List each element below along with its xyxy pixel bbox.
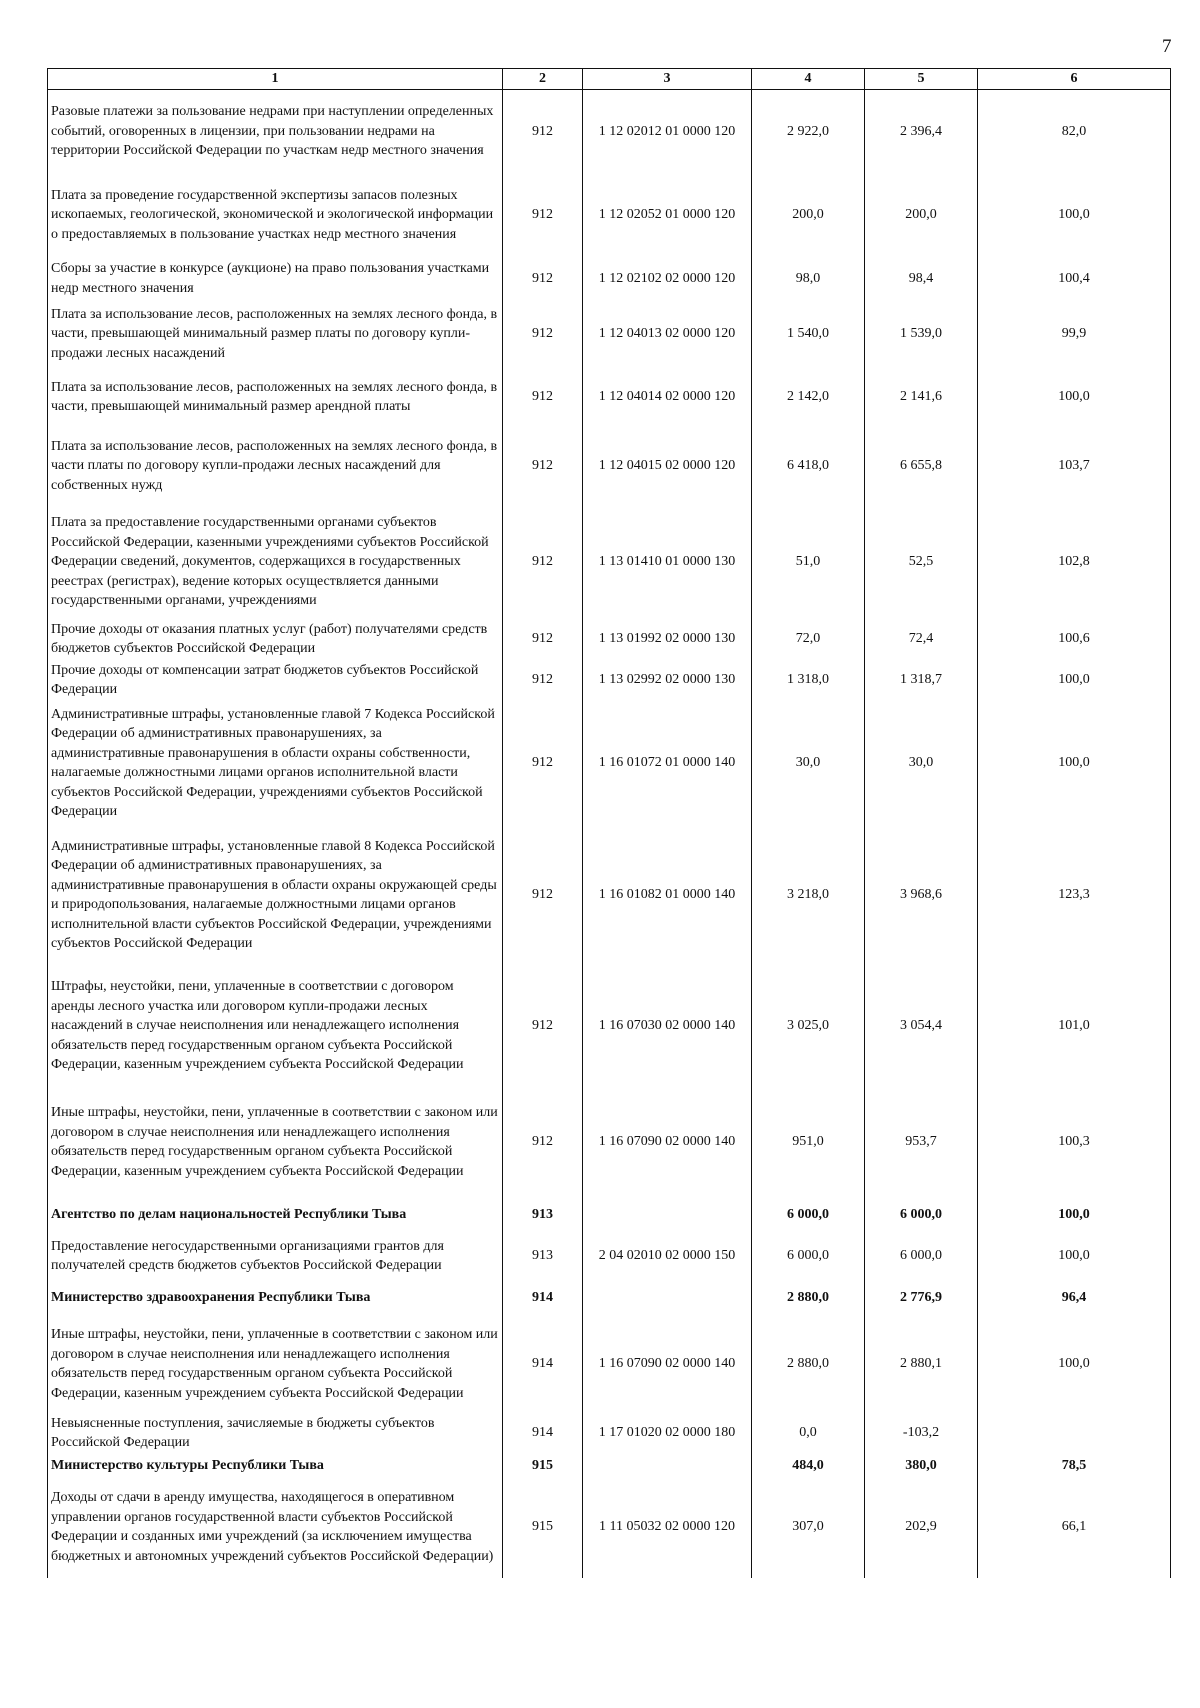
column-header: 6 <box>978 69 1171 90</box>
row-name: Доходы от сдачи в аренду имущества, находящегося в оперативном управлении органов государственной власти субъектов Российской Федерации и созданных ими учреждений (за исключением имущества бюджетных и автономных учреждений субъектов Российской Федерации) <box>48 1476 503 1578</box>
fact-value: 30,0 <box>865 700 978 826</box>
admin-code: 913 <box>503 1196 583 1234</box>
admin-code: 912 <box>503 89 583 173</box>
plan-value: 2 880,0 <box>752 1318 865 1410</box>
percent-value: 78,5 <box>978 1456 1171 1476</box>
fact-value: 98,4 <box>865 257 978 300</box>
admin-code: 912 <box>503 257 583 300</box>
budget-code: 1 17 01020 02 0000 180 <box>583 1410 752 1456</box>
row-name: Иные штрафы, неустойки, пени, уплаченные в соответствии с законом или договором в случае неисполнения или ненадлежащего исполнения обязательств перед государственным органом субъекта Российской Федерации, казенным учреждением субъекта Российской Федерации <box>48 1088 503 1196</box>
admin-code: 912 <box>503 426 583 506</box>
budget-code: 1 16 01072 01 0000 140 <box>583 700 752 826</box>
column-header: 4 <box>752 69 865 90</box>
percent-value: 100,0 <box>978 1318 1171 1410</box>
fact-value: 6 655,8 <box>865 426 978 506</box>
row-name: Плата за использование лесов, расположенных на землях лесного фонда, в части платы по договору купли-продажи лесных насаждений для собственных нужд <box>48 426 503 506</box>
budget-code: 1 12 02052 01 0000 120 <box>583 173 752 257</box>
row-name: Прочие доходы от компенсации затрат бюджетов субъектов Российской Федерации <box>48 660 503 700</box>
table-row <box>48 1088 1171 1196</box>
table-row <box>48 89 1171 173</box>
plan-value: 6 000,0 <box>752 1196 865 1234</box>
fact-value: 52,5 <box>865 506 978 618</box>
budget-code: 1 12 04013 02 0000 120 <box>583 300 752 368</box>
admin-code: 915 <box>503 1476 583 1578</box>
plan-value: 1 540,0 <box>752 300 865 368</box>
table-row <box>48 426 1171 506</box>
plan-value: 6 000,0 <box>752 1234 865 1278</box>
fact-value: 2 141,6 <box>865 368 978 426</box>
plan-value: 30,0 <box>752 700 865 826</box>
admin-code: 912 <box>503 368 583 426</box>
row-name: Плата за использование лесов, расположенных на землях лесного фонда, в части, превышающей минимальный размер платы по договору купли-продажи лесных насаждений <box>48 300 503 368</box>
plan-value: 98,0 <box>752 257 865 300</box>
budget-code: 1 16 01082 01 0000 140 <box>583 826 752 964</box>
row-name: Агентство по делам национальностей Республики Тыва <box>48 1196 503 1234</box>
column-header: 1 <box>48 69 503 90</box>
table-row <box>48 173 1171 257</box>
percent-value: 100,0 <box>978 660 1171 700</box>
table-row <box>48 368 1171 426</box>
row-name: Невыясненные поступления, зачисляемые в бюджеты субъектов Российской Федерации <box>48 1410 503 1456</box>
percent-value: 100,0 <box>978 1196 1171 1234</box>
admin-code: 915 <box>503 1456 583 1476</box>
table-row <box>48 257 1171 300</box>
table-body <box>48 89 1171 1578</box>
percent-value: 100,3 <box>978 1088 1171 1196</box>
fact-value: 3 054,4 <box>865 964 978 1088</box>
admin-code: 912 <box>503 660 583 700</box>
admin-code: 913 <box>503 1234 583 1278</box>
admin-code: 912 <box>503 506 583 618</box>
row-name: Плата за проведение государственной экспертизы запасов полезных ископаемых, геологической, экономической и экологической информации о предоставляемых в пользование участках недр местного значения <box>48 173 503 257</box>
section-header-row <box>48 1456 1171 1476</box>
admin-code: 914 <box>503 1278 583 1318</box>
section-header-row <box>48 1196 1171 1234</box>
plan-value: 1 318,0 <box>752 660 865 700</box>
plan-value: 6 418,0 <box>752 426 865 506</box>
fact-value: 2 396,4 <box>865 89 978 173</box>
row-name: Иные штрафы, неустойки, пени, уплаченные в соответствии с законом или договором в случае неисполнения или ненадлежащего исполнения обязательств перед государственным органом субъекта Российской Федерации, казенным учреждением субъекта Российской Федерации <box>48 1318 503 1410</box>
admin-code: 912 <box>503 618 583 660</box>
fact-value: 3 968,6 <box>865 826 978 964</box>
row-name: Министерство культуры Республики Тыва <box>48 1456 503 1476</box>
revenue-table <box>47 68 1171 1578</box>
section-header-row <box>48 1278 1171 1318</box>
budget-code: 1 11 05032 02 0000 120 <box>583 1476 752 1578</box>
percent-value <box>978 1410 1171 1456</box>
percent-value: 66,1 <box>978 1476 1171 1578</box>
percent-value: 100,0 <box>978 700 1171 826</box>
column-header: 5 <box>865 69 978 90</box>
percent-value: 123,3 <box>978 826 1171 964</box>
budget-code <box>583 1278 752 1318</box>
table-row <box>48 1410 1171 1456</box>
percent-value: 82,0 <box>978 89 1171 173</box>
percent-value: 100,4 <box>978 257 1171 300</box>
plan-value: 200,0 <box>752 173 865 257</box>
fact-value: 202,9 <box>865 1476 978 1578</box>
fact-value: 2 776,9 <box>865 1278 978 1318</box>
plan-value: 3 025,0 <box>752 964 865 1088</box>
plan-value: 2 880,0 <box>752 1278 865 1318</box>
budget-code: 1 12 02012 01 0000 120 <box>583 89 752 173</box>
table-row <box>48 300 1171 368</box>
admin-code: 912 <box>503 964 583 1088</box>
column-header: 3 <box>583 69 752 90</box>
fact-value: 1 539,0 <box>865 300 978 368</box>
table-row <box>48 1234 1171 1278</box>
budget-code: 1 13 01992 02 0000 130 <box>583 618 752 660</box>
admin-code: 912 <box>503 700 583 826</box>
page-number: 7 <box>1162 36 1172 57</box>
plan-value: 307,0 <box>752 1476 865 1578</box>
budget-code: 1 16 07090 02 0000 140 <box>583 1318 752 1410</box>
percent-value: 100,0 <box>978 368 1171 426</box>
budget-code <box>583 1456 752 1476</box>
table-row <box>48 1318 1171 1410</box>
budget-code: 1 12 04014 02 0000 120 <box>583 368 752 426</box>
fact-value: 6 000,0 <box>865 1196 978 1234</box>
column-header: 2 <box>503 69 583 90</box>
budget-code: 1 16 07030 02 0000 140 <box>583 964 752 1088</box>
fact-value: 72,4 <box>865 618 978 660</box>
plan-value: 72,0 <box>752 618 865 660</box>
percent-value: 103,7 <box>978 426 1171 506</box>
admin-code: 912 <box>503 173 583 257</box>
row-name: Плата за предоставление государственными органами субъектов Российской Федерации, казенными учреждениями субъектов Российской Федерации сведений, документов, содержащихся в государственных реестрах (регистрах), ведение которых осуществляется данными государственными органами, учреждениями <box>48 506 503 618</box>
admin-code: 912 <box>503 826 583 964</box>
table-row <box>48 826 1171 964</box>
row-name: Министерство здравоохранения Республики Тыва <box>48 1278 503 1318</box>
admin-code: 914 <box>503 1318 583 1410</box>
plan-value: 0,0 <box>752 1410 865 1456</box>
table-row <box>48 964 1171 1088</box>
percent-value: 100,0 <box>978 1234 1171 1278</box>
fact-value: 1 318,7 <box>865 660 978 700</box>
column-number-header <box>48 69 1171 90</box>
row-name: Плата за использование лесов, расположенных на землях лесного фонда, в части, превышающей минимальный размер арендной платы <box>48 368 503 426</box>
budget-code: 1 13 02992 02 0000 130 <box>583 660 752 700</box>
fact-value: 200,0 <box>865 173 978 257</box>
plan-value: 3 218,0 <box>752 826 865 964</box>
row-name: Разовые платежи за пользование недрами при наступлении определенных событий, оговоренных в лицензии, при пользовании недрами на территории Российской Федерации по участкам недр местного значения <box>48 89 503 173</box>
fact-value: 2 880,1 <box>865 1318 978 1410</box>
admin-code: 912 <box>503 300 583 368</box>
admin-code: 912 <box>503 1088 583 1196</box>
fact-value: 6 000,0 <box>865 1234 978 1278</box>
row-name: Предоставление негосударственными организациями грантов для получателей средств бюджетов субъектов Российской Федерации <box>48 1234 503 1278</box>
row-name: Прочие доходы от оказания платных услуг (работ) получателями средств бюджетов субъектов Российской Федерации <box>48 618 503 660</box>
percent-value: 102,8 <box>978 506 1171 618</box>
row-name: Административные штрафы, установленные главой 7 Кодекса Российской Федерации об административных правонарушениях, за административные правонарушения в области охраны собственности, налагаемые должностными лицами органов исполнительной власти субъектов Российской Федерации, учреждениями субъектов Российской Федерации <box>48 700 503 826</box>
percent-value: 100,0 <box>978 173 1171 257</box>
plan-value: 484,0 <box>752 1456 865 1476</box>
budget-code <box>583 1196 752 1234</box>
plan-value: 2 922,0 <box>752 89 865 173</box>
budget-code: 2 04 02010 02 0000 150 <box>583 1234 752 1278</box>
percent-value: 100,6 <box>978 618 1171 660</box>
fact-value: 380,0 <box>865 1456 978 1476</box>
table-row <box>48 506 1171 618</box>
budget-code: 1 12 02102 02 0000 120 <box>583 257 752 300</box>
budget-code: 1 12 04015 02 0000 120 <box>583 426 752 506</box>
plan-value: 951,0 <box>752 1088 865 1196</box>
row-name: Штрафы, неустойки, пени, уплаченные в соответствии с договором аренды лесного участка или договором купли-продажи лесных насаждений в случае неисполнения или ненадлежащего исполнения обязательств перед государственным органом субъекта Российской Федерации, казенным учреждением субъекта Российской Федерации <box>48 964 503 1088</box>
fact-value: -103,2 <box>865 1410 978 1456</box>
plan-value: 51,0 <box>752 506 865 618</box>
budget-code: 1 16 07090 02 0000 140 <box>583 1088 752 1196</box>
table-row <box>48 660 1171 700</box>
percent-value: 96,4 <box>978 1278 1171 1318</box>
percent-value: 101,0 <box>978 964 1171 1088</box>
plan-value: 2 142,0 <box>752 368 865 426</box>
table-row <box>48 1476 1171 1578</box>
row-name: Административные штрафы, установленные главой 8 Кодекса Российской Федерации об административных правонарушениях, за административные правонарушения в области охраны окружающей среды и природопользования, налагаемые должностными лицами органов исполнительной власти субъектов Российской Федерации, учреждениями субъектов Российской Федерации <box>48 826 503 964</box>
admin-code: 914 <box>503 1410 583 1456</box>
fact-value: 953,7 <box>865 1088 978 1196</box>
table-row <box>48 700 1171 826</box>
percent-value: 99,9 <box>978 300 1171 368</box>
budget-code: 1 13 01410 01 0000 130 <box>583 506 752 618</box>
row-name: Сборы за участие в конкурсе (аукционе) на право пользования участками недр местного значения <box>48 257 503 300</box>
table-row <box>48 618 1171 660</box>
